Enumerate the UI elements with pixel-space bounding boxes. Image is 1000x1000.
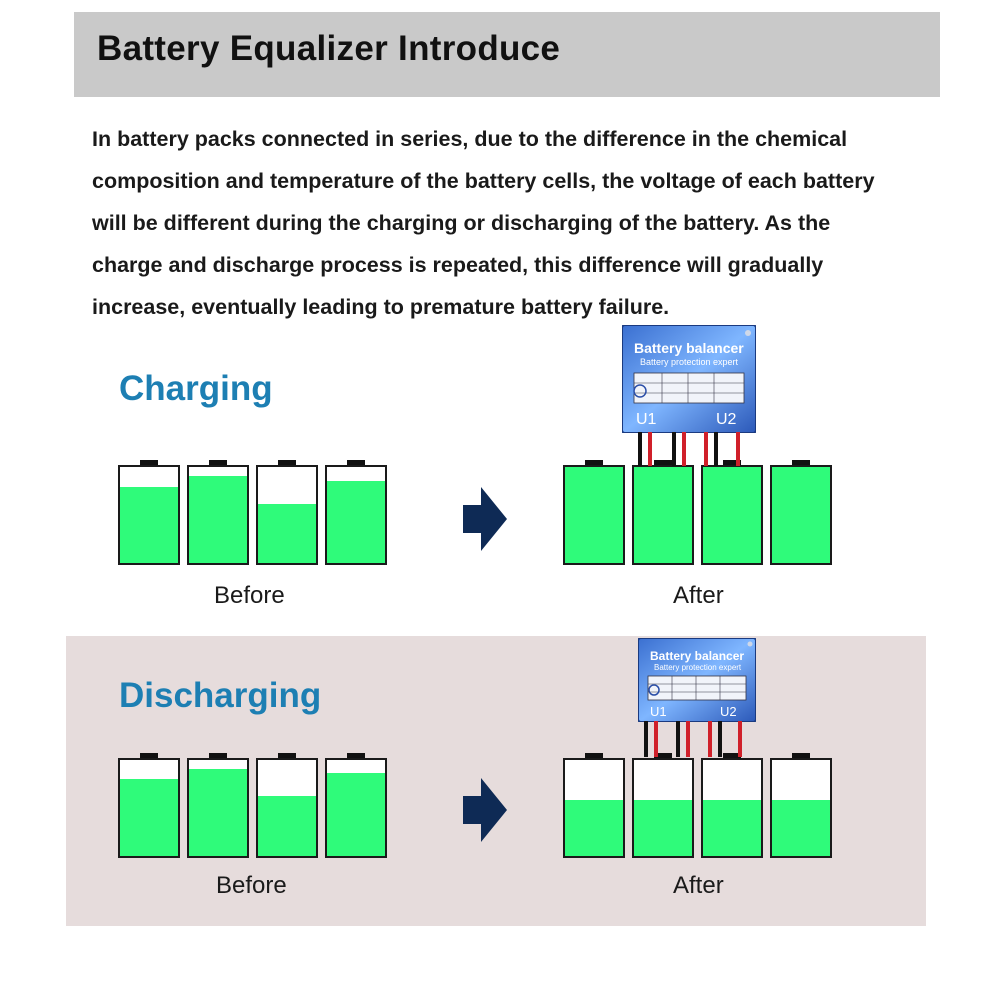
discharging-after-label: After	[673, 872, 724, 899]
balancer-u2-label: U2	[720, 704, 737, 719]
battery-charge-level	[772, 467, 830, 563]
battery-charge-level	[327, 481, 385, 563]
intro-line: increase, eventually leading to premature battery failure.	[92, 295, 670, 319]
intro-paragraph	[92, 118, 972, 328]
battery-charge-level	[634, 800, 692, 856]
battery-body	[187, 465, 249, 565]
battery-charge-level	[258, 504, 316, 563]
battery-cell	[118, 460, 180, 564]
battery-charge-level	[565, 467, 623, 563]
battery-cell	[563, 460, 625, 564]
page-title: Battery Equalizer Introduce	[97, 29, 561, 68]
balancer-u2-label: U2	[716, 411, 737, 428]
charging-after-label: After	[673, 582, 724, 609]
charging-title: Charging	[119, 369, 273, 408]
battery-cell	[187, 753, 249, 857]
charging-before-batteries	[118, 460, 398, 570]
balancer-u1-label: U1	[650, 704, 667, 719]
battery-body	[187, 758, 249, 858]
battery-body	[770, 758, 832, 858]
balancer-subtitle: Battery protection expert	[640, 357, 739, 367]
battery-body	[701, 465, 763, 565]
battery-body	[563, 758, 625, 858]
intro-line: charge and discharge process is repeated, this difference will gradually	[92, 253, 824, 277]
intro-line: composition and temperature of the battery cells, the voltage of each battery	[92, 169, 875, 193]
battery-cell	[770, 460, 832, 564]
charging-arrow-icon	[463, 487, 507, 551]
battery-charge-level	[772, 800, 830, 856]
battery-cell	[325, 460, 387, 564]
battery-charge-level	[703, 800, 761, 856]
battery-body	[632, 465, 694, 565]
battery-charge-level	[189, 769, 247, 856]
balancer-title: Battery balancer	[650, 649, 745, 663]
battery-body	[770, 465, 832, 565]
battery-body	[701, 758, 763, 858]
battery-cell	[701, 460, 763, 564]
discharging-before-label: Before	[216, 872, 287, 899]
discharging-before-batteries	[118, 753, 398, 863]
battery-charge-level	[120, 487, 178, 563]
battery-charge-level	[258, 796, 316, 856]
charging-balancer-wires	[630, 432, 750, 466]
discharging-title: Discharging	[119, 676, 322, 715]
battery-cell	[701, 753, 763, 857]
battery-charge-level	[120, 779, 178, 856]
discharging-after-batteries	[563, 753, 843, 863]
battery-body	[118, 758, 180, 858]
balancer-subtitle: Battery protection expert	[654, 663, 742, 672]
battery-charge-level	[634, 467, 692, 563]
charging-before-label: Before	[214, 582, 285, 609]
battery-body	[325, 758, 387, 858]
discharging-balancer-board	[638, 638, 756, 722]
battery-body	[256, 758, 318, 858]
battery-charge-level	[565, 800, 623, 856]
battery-cell	[770, 753, 832, 857]
battery-charge-level	[189, 476, 247, 563]
discharging-balancer-wires	[630, 721, 750, 757]
battery-body	[256, 465, 318, 565]
charging-balancer-board	[622, 325, 756, 433]
battery-body	[563, 465, 625, 565]
battery-cell	[256, 460, 318, 564]
battery-body	[632, 758, 694, 858]
intro-line: In battery packs connected in series, due to the difference in the chemical	[92, 127, 848, 151]
battery-cell	[325, 753, 387, 857]
battery-cell	[256, 753, 318, 857]
battery-cell	[563, 753, 625, 857]
battery-cell	[632, 753, 694, 857]
battery-cell	[632, 460, 694, 564]
intro-line: will be different during the charging or discharging of the battery. As the	[92, 211, 831, 235]
balancer-u1-label: U1	[636, 411, 657, 428]
battery-body	[325, 465, 387, 565]
battery-body	[118, 465, 180, 565]
battery-cell	[118, 753, 180, 857]
battery-charge-level	[327, 773, 385, 856]
discharging-arrow-icon	[463, 778, 507, 842]
charging-after-batteries	[563, 460, 843, 570]
battery-charge-level	[703, 467, 761, 563]
battery-cell	[187, 460, 249, 564]
balancer-title: Battery balancer	[634, 340, 744, 356]
